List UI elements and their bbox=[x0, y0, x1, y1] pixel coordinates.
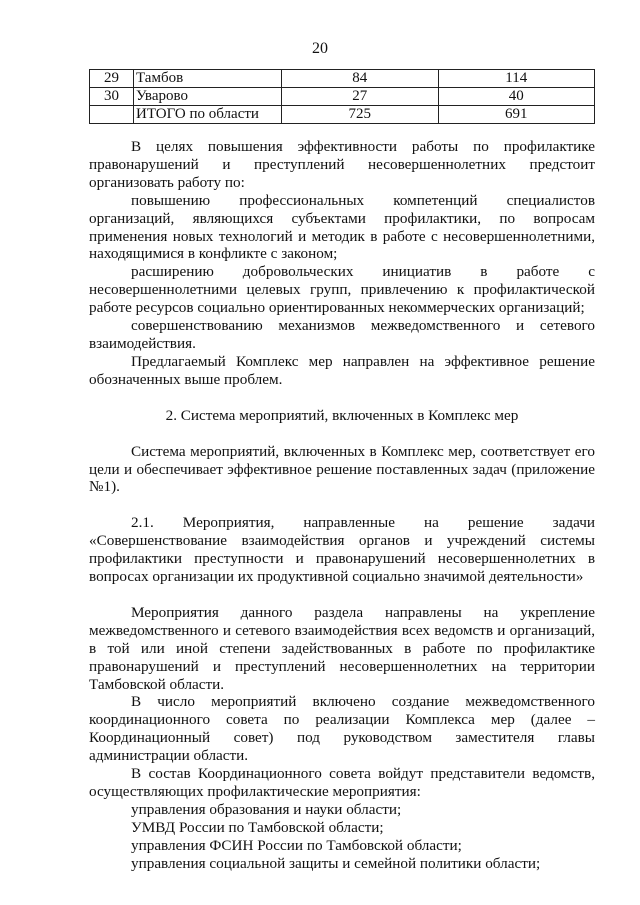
district-name: Тамбов bbox=[134, 70, 282, 88]
paragraph: В число мероприятий включено создание межведомственного координационного совета по реализации Комплекса мер (далее – Координационный совет) под руководством заместителя главы администрации области. bbox=[89, 693, 595, 765]
spacer bbox=[89, 496, 595, 514]
spacer bbox=[89, 586, 595, 604]
table-row bbox=[90, 88, 595, 106]
paragraph: Система мероприятий, включенных в Комплекс мер, соответствует его цели и обеспечивает эффективное решение поставленных задач (приложение №1). bbox=[89, 442, 595, 496]
value-cell: 84 bbox=[282, 70, 439, 88]
paragraph: Мероприятия данного раздела направлены на укрепление межведомственного и сетевого взаимодействия всех ведомств и организаций, в той или иной степени задействованных в работе по профилактике правонарушений и преступлений несовершеннолетних на территории Тамбовской области. bbox=[89, 603, 595, 693]
total-value: 725 bbox=[282, 106, 439, 124]
section-heading: 2. Система мероприятий, включенных в Комплекс мер bbox=[165, 406, 519, 424]
total-value: 691 bbox=[438, 106, 595, 124]
paragraph: совершенствованию механизмов межведомственного и сетевого взаимодействия. bbox=[89, 317, 595, 352]
paragraph: В целях повышения эффективности работы по профилактике правонарушений и преступлений несовершеннолетних предстоит организовать работу по: bbox=[89, 138, 595, 191]
value-cell: 40 bbox=[438, 88, 595, 106]
paragraph: В состав Координационного совета войдут представители ведомств, осуществляющих профилактические мероприятия: bbox=[89, 765, 595, 800]
row-number bbox=[90, 106, 134, 124]
table-row bbox=[90, 70, 595, 88]
row-number: 30 bbox=[90, 88, 134, 106]
paragraph: расширению добровольческих инициатив в работе с несовершеннолетними целевых групп, привлечению к профилактической работе ресурсов социально ориентированных некоммерческих организаций; bbox=[89, 263, 595, 317]
list-item: управления ФСИН России по Тамбовской области; bbox=[131, 836, 462, 854]
value-cell: 27 bbox=[282, 88, 439, 106]
subsection-paragraph: 2.1. Мероприятия, направленные на решение задачи «Совершенствование взаимодействия органов и учреждений системы профилактики преступности и правонарушений несовершеннолетних в вопросах организации их продуктивной социально значимой деятельности» bbox=[89, 514, 595, 586]
paragraph: Предлагаемый Комплекс мер направлен на эффективное решение обозначенных выше проблем. bbox=[89, 352, 595, 388]
total-label: ИТОГО по области bbox=[134, 106, 282, 124]
list-item: УМВД России по Тамбовской области; bbox=[131, 818, 384, 836]
list-item: управления социальной защиты и семейной политики области; bbox=[131, 854, 541, 872]
value-cell: 114 bbox=[438, 70, 595, 88]
list-item: управления образования и науки области; bbox=[131, 800, 402, 818]
paragraph: повышению профессиональных компетенций специалистов организаций, являющихся субъектами профилактики, по вопросам применения новых технологий и методик в работе с несовершеннолетними, находящимися в конфликте с законом; bbox=[89, 191, 595, 263]
statistics-table bbox=[89, 69, 595, 124]
document-body bbox=[89, 138, 595, 873]
row-number: 29 bbox=[90, 70, 134, 88]
table-total-row bbox=[90, 106, 595, 124]
district-name: Уварово bbox=[134, 88, 282, 106]
page-number: 20 bbox=[312, 40, 328, 57]
